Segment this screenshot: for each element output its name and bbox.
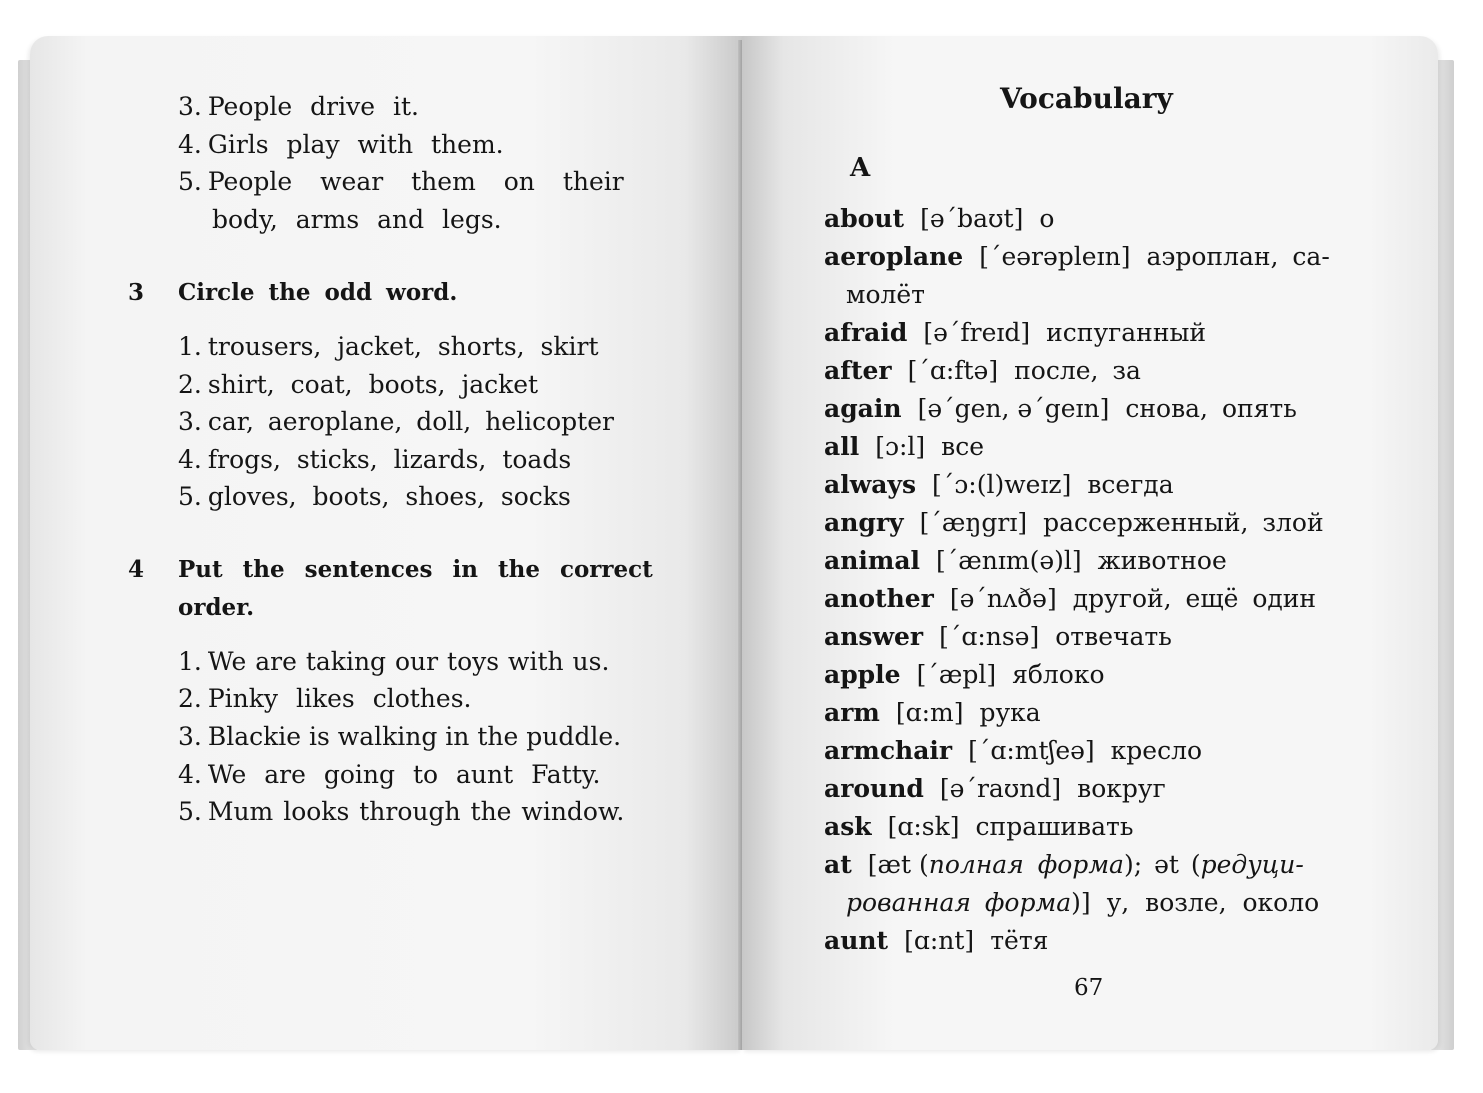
vocab-translation: рука xyxy=(979,698,1041,727)
page-number: 67 xyxy=(1074,975,1104,1001)
left-page xyxy=(30,36,742,1050)
vocab-entry xyxy=(824,430,984,464)
vocab-note: полная форма xyxy=(928,850,1124,879)
vocab-translation: всегда xyxy=(1087,470,1174,499)
item-number: 3. xyxy=(178,722,202,751)
item-number: 4. xyxy=(178,445,202,474)
vocab-transcription: ); ət ( xyxy=(1123,850,1201,879)
vocab-translation: о xyxy=(1039,204,1055,233)
list-item xyxy=(178,795,624,829)
vocab-translation: аэроплан, са- xyxy=(1146,242,1330,271)
list-item xyxy=(178,645,609,679)
vocab-word: ask xyxy=(824,812,872,841)
list-item-continuation: body, arms and legs. xyxy=(212,205,502,234)
vocab-word: at xyxy=(824,850,852,879)
list-item xyxy=(178,405,614,439)
vocab-translation: кресло xyxy=(1110,736,1203,765)
vocab-translation: испуганный xyxy=(1046,318,1207,347)
vocab-translation: вокруг xyxy=(1077,774,1166,803)
vocab-word: always xyxy=(824,470,917,499)
vocab-transcription: [ɑ:nt] xyxy=(904,926,975,955)
vocab-word: all xyxy=(824,432,860,461)
vocab-entry-continuation xyxy=(846,886,1319,920)
item-text: We are going to aunt Fatty. xyxy=(207,760,601,789)
item-text: frogs, sticks, lizards, toads xyxy=(207,445,572,474)
list-item xyxy=(178,443,571,477)
vocab-transcription: [ˊɑ:ftə] xyxy=(907,356,999,385)
section-letter: A xyxy=(850,153,871,183)
item-number: 2. xyxy=(178,370,202,399)
vocab-word: again xyxy=(824,394,902,423)
vocab-transcription: [əˊgen, əˊgeɪn] xyxy=(917,394,1110,423)
vocab-transcription: [ˊeərəpleɪn] xyxy=(979,242,1131,271)
item-number: 3. xyxy=(178,92,202,121)
item-text: car, aeroplane, doll, helicopter xyxy=(207,407,614,436)
right-page xyxy=(742,36,1438,1050)
vocab-transcription: [ˊænɪm(ə)l] xyxy=(936,546,1082,575)
vocab-entry xyxy=(824,316,1206,350)
vocab-translation: снова, опять xyxy=(1125,394,1297,423)
task-title-continuation: order. xyxy=(178,594,255,621)
vocab-translation: после, за xyxy=(1014,356,1141,385)
item-text: Blackie is walking in the puddle. xyxy=(207,722,622,751)
vocab-transcription: [ˊæŋgrɪ] xyxy=(919,508,1028,537)
vocab-entry xyxy=(824,354,1141,388)
vocab-word: animal xyxy=(824,546,921,575)
list-item xyxy=(178,330,599,364)
vocab-entry xyxy=(824,658,1105,692)
vocab-word: after xyxy=(824,356,892,385)
vocab-transcription: [əˊraʊnd] xyxy=(939,774,1062,803)
vocab-entry xyxy=(824,734,1202,768)
item-text: trousers, jacket, shorts, skirt xyxy=(207,332,599,361)
vocab-word: around xyxy=(824,774,924,803)
vocab-translation: рассерженный, злой xyxy=(1043,508,1324,537)
item-number: 5. xyxy=(178,482,202,511)
vocab-transcription: [ˊɔ:(l)weɪz] xyxy=(932,470,1072,499)
vocab-entry xyxy=(824,544,1227,578)
page-title: Vocabulary xyxy=(1000,82,1173,115)
vocab-entry xyxy=(824,392,1297,426)
vocab-note: редуци- xyxy=(1200,850,1304,879)
vocab-transcription: [æt ( xyxy=(867,850,929,879)
vocab-translation: спрашивать xyxy=(975,812,1134,841)
list-item xyxy=(178,128,504,162)
vocab-translation: яблоко xyxy=(1012,660,1105,689)
list-item xyxy=(178,165,624,199)
vocab-transcription: [əˊbaʊt] xyxy=(920,204,1024,233)
vocab-entry xyxy=(824,772,1166,806)
list-item xyxy=(178,90,419,124)
list-item xyxy=(178,758,601,792)
vocab-word: afraid xyxy=(824,318,908,347)
vocab-entry xyxy=(824,240,1330,274)
item-number: 3. xyxy=(178,407,202,436)
item-number: 2. xyxy=(178,684,202,713)
vocab-word: angry xyxy=(824,508,904,537)
item-text: We are taking our toys with us. xyxy=(207,647,610,676)
vocab-entry xyxy=(824,582,1316,616)
vocab-word: armchair xyxy=(824,736,953,765)
item-number: 5. xyxy=(178,167,202,196)
item-text: Pinky likes clothes. xyxy=(207,684,472,713)
list-item xyxy=(178,480,571,514)
vocab-transcription: [ˊæpl] xyxy=(916,660,997,689)
item-text: shirt, coat, boots, jacket xyxy=(207,370,539,399)
vocab-transcription: [ˊɑ:mtʃeə] xyxy=(968,736,1095,765)
item-text: gloves, boots, shoes, socks xyxy=(207,482,571,511)
vocab-translation: тётя xyxy=(990,926,1049,955)
item-number: 4. xyxy=(178,760,202,789)
item-text: Mum looks through the window. xyxy=(207,797,625,826)
vocab-entry xyxy=(824,696,1041,730)
vocab-translation: все xyxy=(941,432,985,461)
vocab-translation: отвечать xyxy=(1055,622,1172,651)
vocab-transcription: [əˊfreɪd] xyxy=(923,318,1031,347)
task-number: 4 xyxy=(128,556,145,583)
vocab-transcription: [ɑ:m] xyxy=(895,698,964,727)
vocab-word: about xyxy=(824,204,905,233)
vocab-word: another xyxy=(824,584,934,613)
item-text: People wear them on their xyxy=(207,167,624,196)
vocab-word: arm xyxy=(824,698,880,727)
vocab-word: apple xyxy=(824,660,901,689)
vocab-transcription: [ɑ:sk] xyxy=(887,812,960,841)
vocab-transcription: [əˊnʌðə] xyxy=(949,584,1057,613)
vocab-entry xyxy=(824,620,1172,654)
vocab-transcription: [ɔ:l] xyxy=(875,432,926,461)
item-text: People drive it. xyxy=(207,92,419,121)
item-number: 5. xyxy=(178,797,202,826)
vocab-transcription: [ˊɑ:nsə] xyxy=(939,622,1040,651)
task-title: Circle the odd word. xyxy=(178,279,458,306)
vocab-entry xyxy=(824,810,1133,844)
vocab-translation: другой, ещё один xyxy=(1072,584,1317,613)
item-number: 4. xyxy=(178,130,202,159)
vocab-word: answer xyxy=(824,622,924,651)
vocab-entry xyxy=(824,924,1048,958)
vocab-entry xyxy=(824,468,1174,502)
item-number: 1. xyxy=(178,332,202,361)
vocab-note: рованная форма xyxy=(846,888,1072,917)
vocab-entry xyxy=(824,202,1054,236)
list-item xyxy=(178,720,621,754)
task-title: Put the sentences in the correct xyxy=(178,556,653,583)
vocab-translation: животное xyxy=(1097,546,1227,575)
list-item xyxy=(178,368,538,402)
vocab-entry xyxy=(824,506,1324,540)
vocab-translation: )] у, возле, около xyxy=(1071,888,1320,917)
list-item xyxy=(178,682,471,716)
vocab-word: aeroplane xyxy=(824,242,964,271)
vocab-translation-continuation: молёт xyxy=(846,280,926,309)
task-number: 3 xyxy=(128,279,145,306)
vocab-word: aunt xyxy=(824,926,889,955)
vocab-entry xyxy=(824,848,1304,882)
item-text: Girls play with them. xyxy=(207,130,504,159)
item-number: 1. xyxy=(178,647,202,676)
